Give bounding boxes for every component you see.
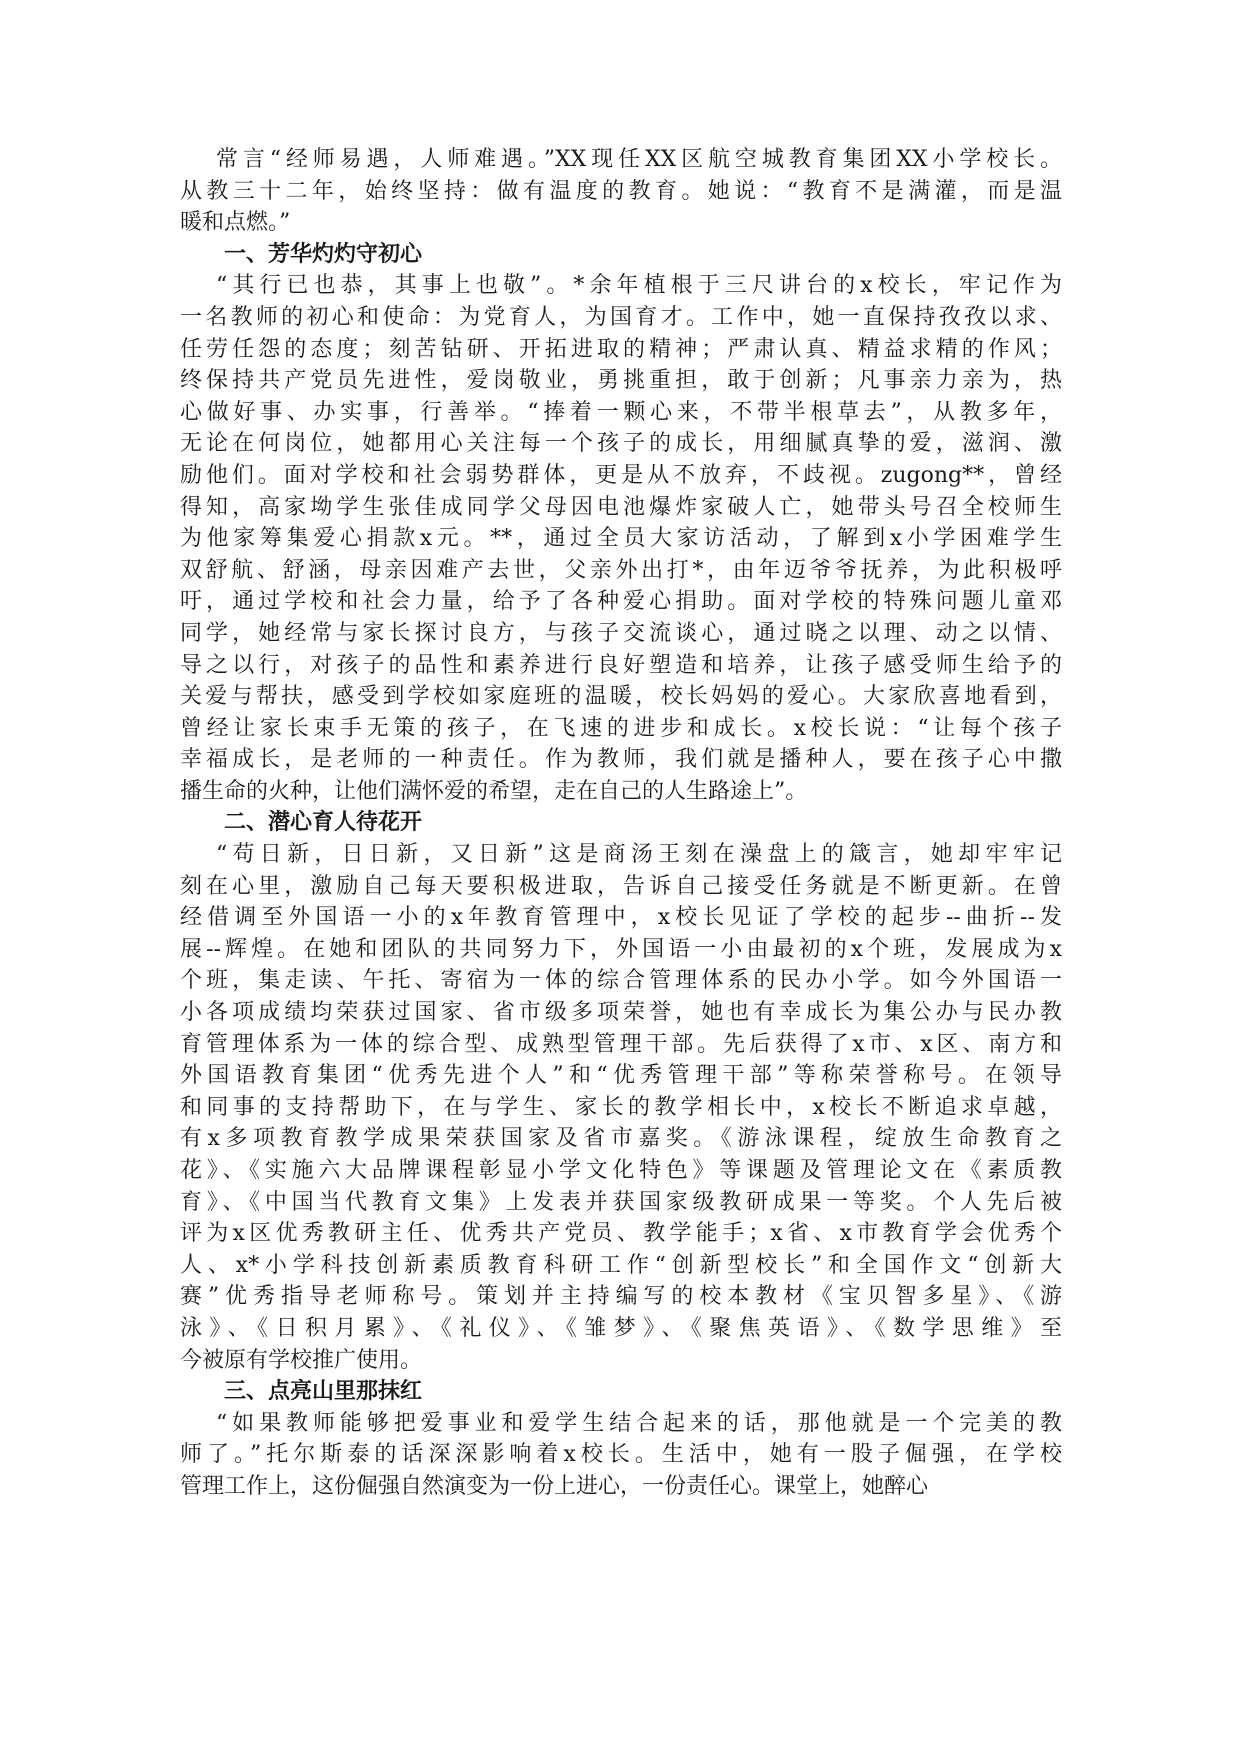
text-line: 导之以行，对孩子的品性和素养进行良好塑造和培养，让孩子感受师生给予的 bbox=[180, 652, 1062, 678]
text-line: 常言“经师易遇，人师难遇。”XX现任XX区航空城教育集团XX小学校长。 bbox=[216, 147, 1062, 172]
text-line: 育管理体系为一体的综合型、成熟型管理干部。先后获得了x市、x区、南方和 bbox=[180, 1031, 1062, 1057]
text-line: 外国语教育集团“优秀先进个人”和“优秀管理干部”等称荣誉称号。在领导 bbox=[180, 1063, 1062, 1089]
text-line: 泳》、《日积月累》、《礼仪》、《雏梦》、《聚焦英语》、《数学思维》至 bbox=[180, 1315, 1062, 1341]
text-line: 展--辉煌。在她和团队的共同努力下，外国语一小由最初的x个班，发展成为x bbox=[180, 936, 1062, 962]
heading-text: 二、潜心育人待花开 bbox=[224, 810, 423, 836]
paragraph bbox=[180, 1408, 1062, 1503]
text-line: 任劳任怨的态度；刻苦钻研、开拓进取的精神；严肃认真、精益求精的作风； bbox=[180, 336, 1062, 362]
text-line: 刻在心里，激励自己每天要积极进取，告诉自己接受任务就是不断更新。在曾 bbox=[180, 873, 1062, 899]
text-line: 终保持共产党员先进性，爱岗敬业，勇挑重担，敢于创新；凡事亲力亲为，热 bbox=[180, 368, 1062, 394]
text-line: 曾经让家长束手无策的孩子，在飞速的进步和成长。x校长说：“让每个孩子 bbox=[180, 715, 1062, 741]
text-line: 同学，她经常与家长探讨良方，与孩子交流谈心，通过晓之以理、动之以情、 bbox=[180, 620, 1062, 646]
text-line: 从教三十二年，始终坚持：做有温度的教育。她说：“教育不是满灌，而是温 bbox=[180, 178, 1062, 204]
paragraph bbox=[180, 144, 1062, 239]
text-line: 播生命的火种，让他们满怀爱的希望，走在自己的人生路途上”。 bbox=[180, 778, 808, 804]
text-line: 小各项成绩均荣获过国家、省市级多项荣誉，她也有幸成长为集公办与民办教 bbox=[180, 1000, 1062, 1026]
text-line: 育》、《中国当代教育文集》上发表并获国家级教研成果一等奖。个人先后被 bbox=[180, 1189, 1062, 1215]
text-line: 无论在何岗位，她都用心关注每一个孩子的成长，用细腻真挚的爱，滋润、激 bbox=[180, 431, 1062, 457]
text-line: 管理工作上，这份倔强自然演变为一份上进心，一份责任心。课堂上，她醉心 bbox=[180, 1473, 929, 1499]
paragraph bbox=[180, 839, 1062, 1376]
text-line: “苟日新，日日新，又日新”这是商汤王刻在澡盘上的箴言，她却牢牢记 bbox=[216, 842, 1062, 868]
text-line: “如果教师能够把爱事业和爱学生结合起来的话，那他就是一个完美的教 bbox=[216, 1410, 1062, 1436]
text-line: 和同事的支持帮助下，在与学生、家长的教学相长中，x校长不断追求卓越， bbox=[180, 1094, 1062, 1120]
paragraph bbox=[180, 270, 1062, 807]
text-line: 经借调至外国语一小的x年教育管理中，x校长见证了学校的起步--曲折--发 bbox=[180, 905, 1062, 931]
text-line: 为他家筹集爱心捐款x元。**，通过全员大家访活动，了解到x小学困难学生 bbox=[180, 526, 1062, 552]
section-heading bbox=[180, 239, 1062, 271]
heading-text: 三、点亮山里那抹红 bbox=[224, 1379, 423, 1405]
section-heading bbox=[180, 1376, 1062, 1408]
heading-text: 一、芳华灼灼守初心 bbox=[224, 241, 423, 267]
text-line: 评为x区优秀教研主任、优秀共产党员、教学能手；x省、x市教育学会优秀个 bbox=[180, 1221, 1062, 1247]
text-line: 个班，集走读、午托、寄宿为一体的综合管理体系的民办小学。如今外国语一 bbox=[180, 968, 1062, 994]
text-line: “其行已也恭，其事上也敬”。*余年植根于三尺讲台的x校长，牢记作为 bbox=[216, 273, 1062, 299]
text-line: 人、x*小学科技创新素质教育科研工作“创新型校长”和全国作文“创新大 bbox=[180, 1252, 1062, 1278]
text-line: 励他们。面对学校和社会弱势群体，更是从不放弃，不歧视。zugong**，曾经 bbox=[180, 462, 1062, 488]
text-line: 有x多项教育教学成果荣获国家及省市嘉奖。《游泳课程，绽放生命教育之 bbox=[180, 1126, 1062, 1152]
text-line: 吁，通过学校和社会力量，给予了各种爱心捐助。面对学校的特殊问题儿童邓 bbox=[180, 589, 1062, 615]
text-line: 今被原有学校推广使用。 bbox=[180, 1347, 423, 1373]
text-line: 一名教师的初心和使命：为党育人，为国育才。工作中，她一直保持孜孜以求、 bbox=[180, 304, 1062, 330]
section-heading bbox=[180, 807, 1062, 839]
text-line: 花》、《实施六大品牌课程彰显小学文化特色》等课题及管理论文在《素质教 bbox=[180, 1158, 1062, 1183]
text-line: 双舒航、舒涵，母亲因难产去世，父亲外出打*，由年迈爷爷抚养，为此积极呼 bbox=[180, 557, 1062, 583]
text-line: 幸福成长，是老师的一种责任。作为教师，我们就是播种人，要在孩子心中撒 bbox=[180, 747, 1062, 773]
text-line: 暖和点燃。” bbox=[180, 210, 291, 236]
text-line: 得知，高家坳学生张佳成同学父母因电池爆炸家破人亡，她带头号召全校师生 bbox=[180, 494, 1062, 520]
text-line: 师了。”托尔斯泰的话深深影响着x校长。生活中，她有一股子倔强，在学校 bbox=[180, 1442, 1062, 1468]
text-line: 赛”优秀指导老师称号。策划并主持编写的校本教材《宝贝智多星》、《游 bbox=[180, 1284, 1062, 1310]
document-page bbox=[180, 144, 1062, 1503]
text-line: 心做好事、办实事，行善举。“捧着一颗心来，不带半根草去”，从教多年， bbox=[180, 399, 1062, 425]
text-line: 关爱与帮扶，感受到学校如家庭班的温暖，校长妈妈的爱心。大家欣喜地看到， bbox=[180, 684, 1062, 710]
